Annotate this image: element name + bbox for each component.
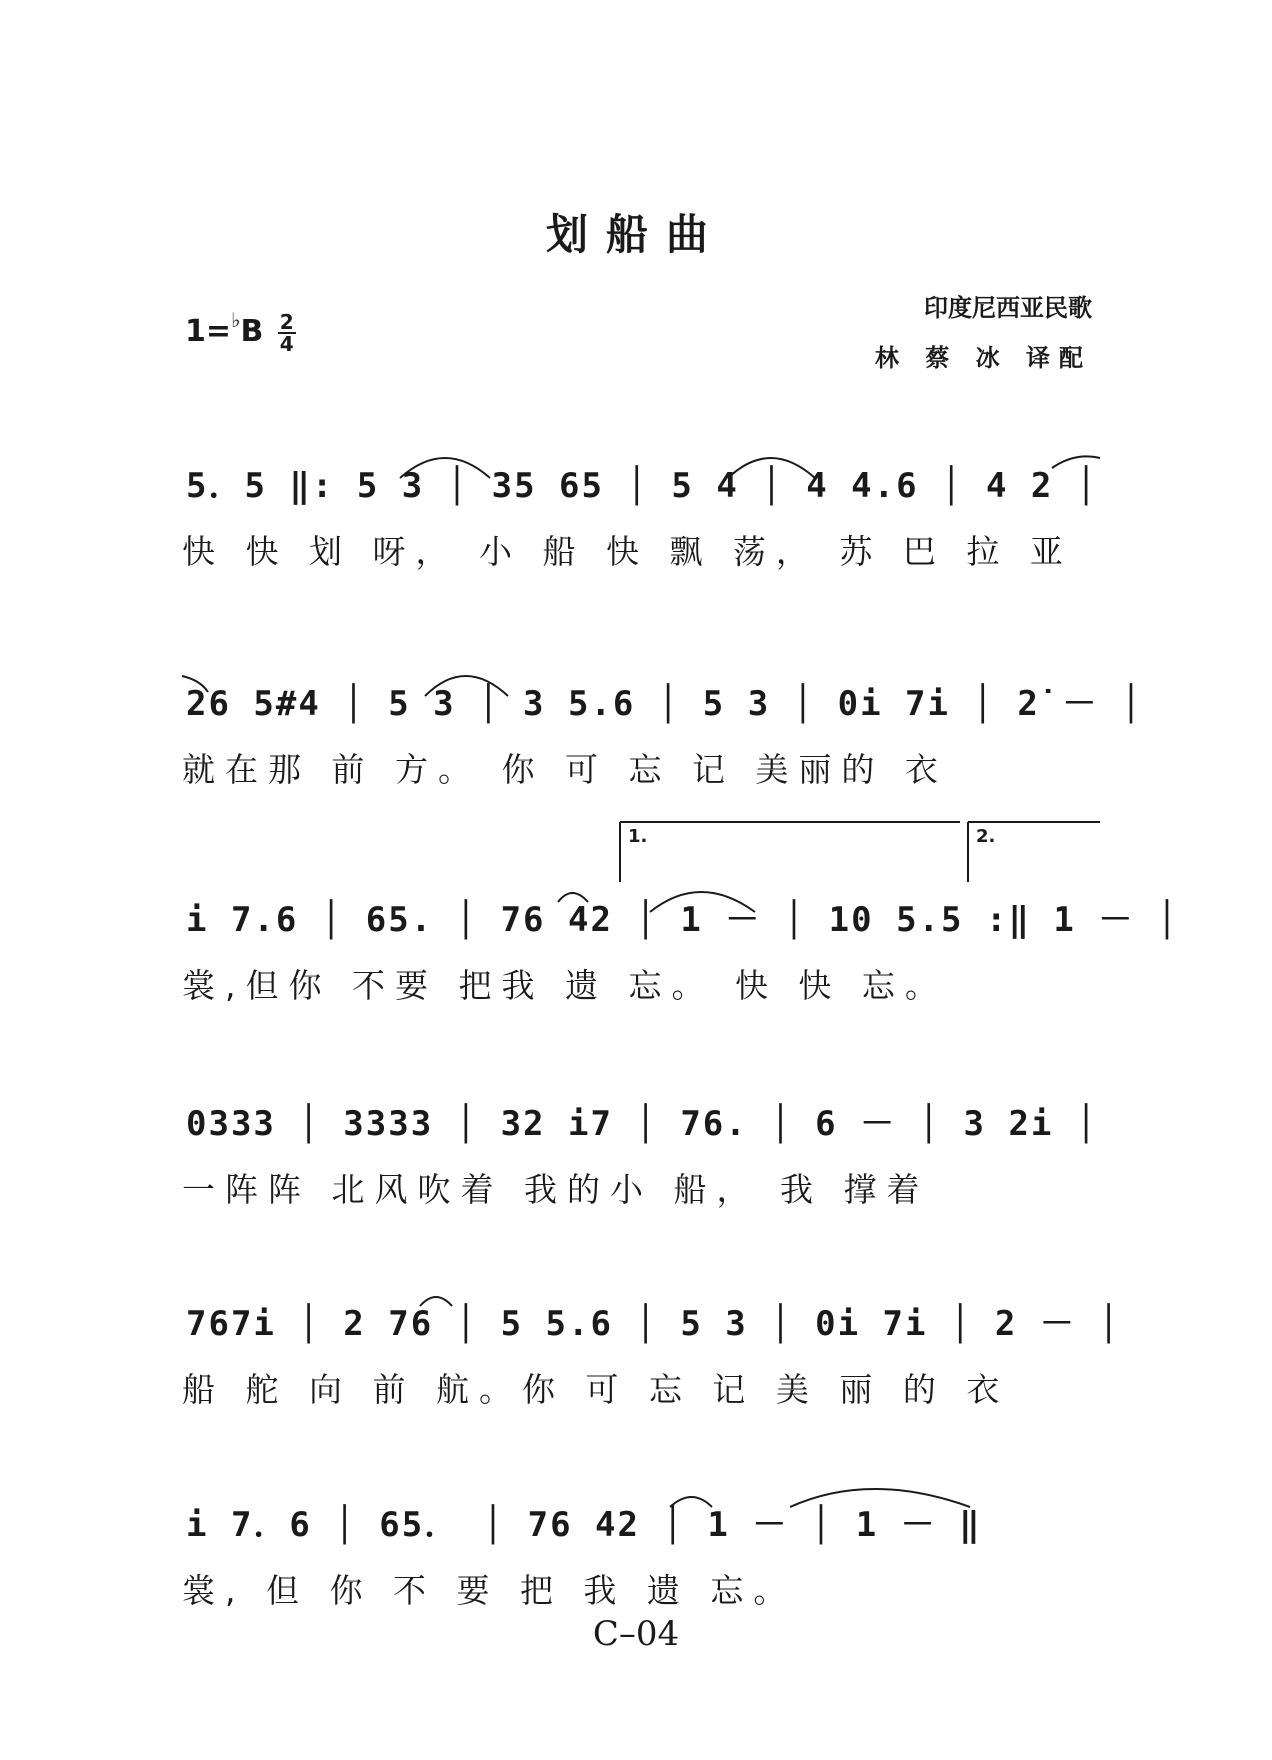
time-numerator: 2: [279, 309, 294, 334]
notation-line: 5．5 ‖: 5 3 │ 35 65 │ 5 4 │ 4 4.6 │ 4 2 │: [186, 466, 1099, 506]
notation-line: 0333 │ 3333 │ 32 i7 │ 76. │ 6 － │ 3 2i │: [186, 1104, 1099, 1144]
origin-credit: 印度尼西亚民歌: [924, 294, 1092, 322]
lyrics-line: 一阵阵 北风吹着 我的小 船， 我 撑着: [182, 1170, 930, 1209]
page-code: C–04: [592, 1614, 680, 1654]
music-system-1: [0, 458, 1272, 628]
arranger-credit: 林 蔡 冰 译配: [874, 344, 1092, 372]
notation-line: i 7.6 │ 65. │ 76 42 │ 1 － │ 10 5.5 :‖ 1 － │: [186, 900, 1180, 940]
time-signature: [278, 309, 296, 356]
volta-1-label: 1.: [628, 826, 648, 847]
key-signature: [185, 308, 296, 354]
song-title: 划船曲: [545, 210, 726, 259]
lyrics-line: 裳,但你 不要 把我 遗 忘。 快 快 忘。: [182, 966, 948, 1005]
lyrics-line: 快 快 划 呀， 小 船 快 飘 荡， 苏 巴 拉 亚: [182, 532, 1073, 571]
key-prefix: 1=: [185, 314, 232, 349]
lyrics-line: 裳, 但 你 不 要 把 我 遗 忘。: [182, 1571, 797, 1610]
music-system-3: [0, 826, 1272, 1062]
time-denominator: 4: [279, 331, 294, 356]
volta-2-label: 2.: [976, 826, 996, 847]
music-system-2: [0, 676, 1272, 846]
notation-line: 26 5#4 │ 5 3 │ 3 5.6 │ 5 3 │ 0i 7i │ 2̇ － │: [186, 684, 1144, 724]
notation-line: i 7．6 │ 65． │ 76 42 │ 1 － │ 1 － ‖: [186, 1505, 982, 1545]
key-note: B: [240, 314, 264, 349]
lyrics-line: 就在那 前 方。 你 可 忘 记 美丽的 衣: [182, 750, 948, 789]
lyrics-line: 船 舵 向 前 航。你 可 忘 记 美 丽 的 衣: [182, 1370, 1010, 1409]
flat-sign: ♭: [231, 308, 241, 332]
music-system-5: [0, 1296, 1272, 1466]
music-system-4: [0, 1096, 1272, 1266]
notation-line: 767i │ 2 76 │ 5 5.6 │ 5 3 │ 0i 7i │ 2 － │: [186, 1304, 1121, 1344]
